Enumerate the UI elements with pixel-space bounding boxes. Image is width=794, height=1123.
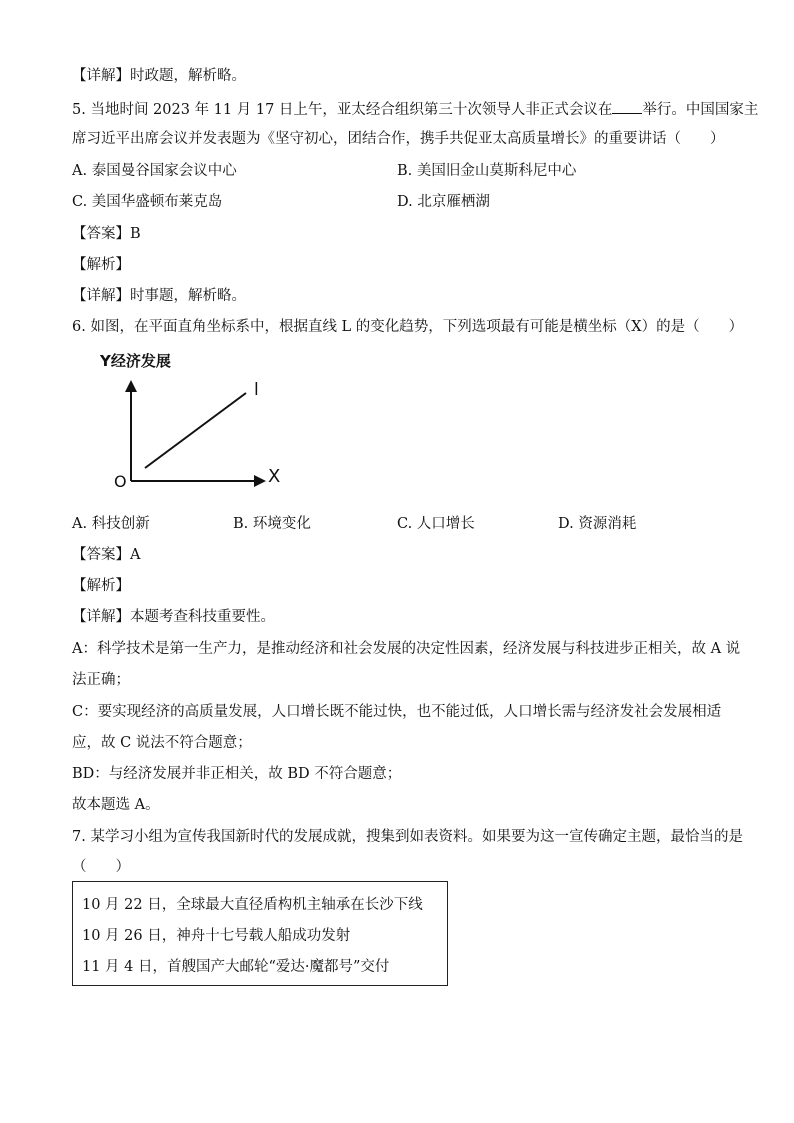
detail-line-q4: 【详解】时政题，解析略。 bbox=[72, 68, 246, 84]
q5-option-d: D. 北京雁栖湖 bbox=[397, 194, 490, 210]
line-label: l bbox=[254, 380, 259, 400]
table-row: 10 月 22 日，全球最大直径盾构机主轴承在长沙下线 bbox=[82, 897, 423, 913]
q6-analysis-a-line-2: 法正确； bbox=[72, 672, 130, 688]
table-row: 10 月 26 日，神舟十七号载人船成功发射 bbox=[82, 928, 351, 944]
origin-label: O bbox=[114, 472, 127, 491]
question-5-text-a: 5. 当地时间 2023 年 11 月 17 日上午，亚太经合组织第三十次领导人非正式会议在 bbox=[72, 102, 613, 118]
coordinate-graph bbox=[100, 348, 300, 498]
q6-option-d: D. 资源消耗 bbox=[558, 516, 637, 532]
question-6: 6. 如图，在平面直角坐标系中，根据直线 L 的变化趋势，下列选项最有可能是横坐标（X）的是（ ） bbox=[72, 319, 744, 335]
question-7-line-2: （ ） bbox=[72, 859, 130, 875]
q5-detail: 【详解】时事题，解析略。 bbox=[72, 288, 246, 304]
question-5-text-b: 举行。中国国家主 bbox=[642, 102, 759, 118]
q6-detail: 【详解】本题考查科技重要性。 bbox=[72, 609, 275, 625]
q5-answer: 【答案】B bbox=[72, 226, 141, 242]
question-7-line-1: 7. 某学习小组为宣传我国新时代的发展成就，搜集到如表资料。如果要为这一宣传确定主题，最恰当的是 bbox=[72, 829, 743, 845]
q5-option-a: A. 泰国曼谷国家会议中心 bbox=[72, 163, 237, 179]
table-row: 11 月 4 日，首艘国产大邮轮“爱达·魔都号”交付 bbox=[82, 959, 390, 975]
q6-analysis-heading: 【解析】 bbox=[72, 578, 130, 594]
x-axis-arrow bbox=[254, 475, 266, 487]
q6-analysis-c-line-1: C：要实现经济的高质量发展，人口增长既不能过快，也不能过低，人口增长需与经济发社会发展相适 bbox=[72, 704, 722, 720]
q6-analysis-a-line-1: A：科学技术是第一生产力，是推动经济和社会发展的决定性因素，经济发展与科技进步正相关，故 A 说 bbox=[72, 641, 741, 657]
q6-option-a: A. 科技创新 bbox=[72, 516, 150, 532]
question-5-line-2: 席习近平出席会议并发表题为《坚守初心，团结合作，携手共促亚太高质量增长》的重要讲话（ ） bbox=[72, 131, 725, 147]
q5-option-c: C. 美国华盛顿布莱克岛 bbox=[72, 194, 223, 210]
y-axis-arrow bbox=[125, 380, 137, 392]
q5-option-b: B. 美国旧金山莫斯科尼中心 bbox=[397, 163, 577, 179]
q6-option-b: B. 环境变化 bbox=[233, 516, 311, 532]
x-axis-label: X bbox=[268, 466, 281, 487]
q6-analysis-bd: BD：与经济发展并非正相关，故 BD 不符合题意； bbox=[72, 766, 402, 782]
fill-blank bbox=[612, 99, 642, 114]
q6-conclusion: 故本题选 A。 bbox=[72, 797, 160, 813]
q6-analysis-c-line-2: 应，故 C 说法不符合题意； bbox=[72, 735, 252, 751]
materials-table bbox=[72, 881, 448, 986]
y-axis-title: Y经济发展 bbox=[100, 352, 171, 370]
q6-answer: 【答案】A bbox=[72, 547, 141, 563]
question-5-line-1 bbox=[72, 99, 758, 120]
trend-line-l bbox=[145, 393, 246, 468]
q6-option-c: C. 人口增长 bbox=[397, 516, 475, 532]
q5-analysis-heading: 【解析】 bbox=[72, 257, 130, 273]
